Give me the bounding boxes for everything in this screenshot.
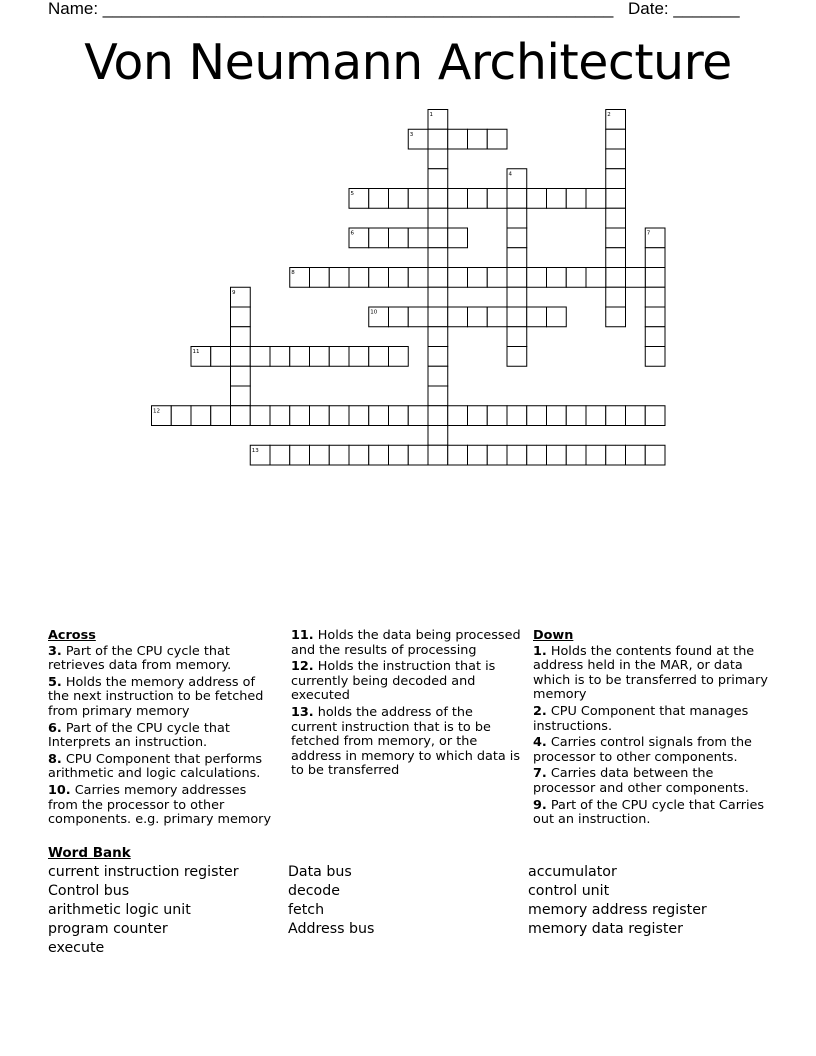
grid-cell[interactable] bbox=[507, 287, 527, 307]
clue-item: 1. Holds the contents found at the address held in the MAR, or data which is to be transferred to primary memory bbox=[533, 643, 768, 703]
grid-cell[interactable] bbox=[606, 189, 626, 209]
grid-cell[interactable] bbox=[606, 248, 626, 268]
grid-cell[interactable] bbox=[626, 445, 646, 465]
grid-cell[interactable] bbox=[547, 307, 567, 327]
grid-cell[interactable] bbox=[310, 268, 330, 288]
clue-number: 1 bbox=[429, 112, 433, 118]
grid-cell[interactable] bbox=[566, 406, 586, 426]
word-bank-item: arithmetic logic unit bbox=[48, 902, 191, 918]
grid-cell[interactable] bbox=[487, 189, 507, 209]
clue-item: 11. Holds the data being processed and the results of processing bbox=[291, 628, 521, 658]
clue-number: 9 bbox=[232, 289, 236, 296]
grid-cell[interactable] bbox=[468, 307, 488, 327]
grid-cell[interactable] bbox=[507, 327, 527, 347]
grid-cell[interactable] bbox=[586, 406, 606, 426]
grid-cell[interactable] bbox=[329, 445, 349, 465]
grid-cell[interactable] bbox=[645, 248, 665, 268]
clue-item: 3. Part of the CPU cycle that retrieves data from memory. bbox=[48, 643, 232, 674]
grid-cell[interactable] bbox=[606, 406, 626, 426]
grid-cell[interactable] bbox=[547, 445, 567, 465]
grid-cell[interactable] bbox=[645, 327, 665, 347]
grid-cell[interactable] bbox=[231, 366, 251, 386]
grid-cell[interactable] bbox=[468, 129, 488, 149]
clue-item: 7. Carries data between the processor and other components. bbox=[533, 766, 749, 796]
grid-cell[interactable] bbox=[606, 287, 626, 307]
grid-cell[interactable] bbox=[369, 406, 389, 426]
page-title: Von Neumann Architecture bbox=[84, 34, 732, 91]
word-bank-item: memory data register bbox=[528, 921, 683, 937]
grid-cell[interactable] bbox=[231, 347, 251, 367]
grid-cell[interactable] bbox=[606, 169, 626, 189]
grid-cell[interactable] bbox=[606, 129, 626, 149]
grid-cell[interactable] bbox=[547, 189, 567, 209]
grid-cell[interactable] bbox=[645, 268, 665, 288]
clues-column-1 bbox=[48, 629, 280, 830]
grid-cell[interactable] bbox=[329, 406, 349, 426]
grid-cell[interactable] bbox=[389, 406, 409, 426]
grid-cell[interactable] bbox=[369, 445, 389, 465]
grid-cell[interactable] bbox=[487, 268, 507, 288]
grid-cell[interactable] bbox=[448, 307, 468, 327]
grid-cell[interactable] bbox=[626, 406, 646, 426]
grid-cell[interactable] bbox=[310, 406, 330, 426]
clue-number: 10 bbox=[370, 309, 378, 316]
grid-cell[interactable] bbox=[428, 228, 448, 248]
grid-cell[interactable] bbox=[290, 445, 310, 465]
grid-cell[interactable] bbox=[507, 228, 527, 248]
grid-cell[interactable] bbox=[547, 406, 567, 426]
grid-cell[interactable] bbox=[408, 406, 428, 426]
grid-cell[interactable] bbox=[428, 327, 448, 347]
word-bank-item: control unit bbox=[528, 883, 610, 899]
grid-cell[interactable] bbox=[231, 327, 251, 347]
clue-number: 6 bbox=[350, 230, 354, 237]
grid-cell[interactable] bbox=[329, 268, 349, 288]
grid-cell[interactable] bbox=[507, 208, 527, 228]
grid-cell[interactable] bbox=[448, 189, 468, 209]
word-bank-item: fetch bbox=[288, 902, 325, 918]
grid-cell[interactable] bbox=[527, 445, 547, 465]
grid-cell[interactable] bbox=[566, 268, 586, 288]
grid-cell[interactable] bbox=[329, 347, 349, 367]
grid-cell[interactable] bbox=[428, 366, 448, 386]
grid-cell[interactable] bbox=[507, 406, 527, 426]
grid-cell[interactable] bbox=[527, 307, 547, 327]
clue-item: 12. Holds the instruction that is currently being decoded and executed bbox=[291, 659, 496, 704]
grid-cell[interactable] bbox=[389, 189, 409, 209]
grid-cell[interactable] bbox=[408, 268, 428, 288]
grid-cell[interactable] bbox=[468, 189, 488, 209]
grid-cell[interactable] bbox=[428, 208, 448, 228]
grid-cell[interactable] bbox=[211, 347, 231, 367]
grid-cell[interactable] bbox=[428, 307, 448, 327]
word-bank-item: Control bus bbox=[48, 883, 130, 899]
clue-item: 13. holds the address of the current instruction that is to be fetched from memory, or the address in memory to which data is to be transferred bbox=[291, 704, 520, 779]
grid-cell[interactable] bbox=[626, 268, 646, 288]
clue-item: 4. Carries control signals from the processor to other components. bbox=[533, 735, 752, 765]
grid-cell[interactable] bbox=[487, 307, 507, 327]
grid-cell[interactable] bbox=[606, 228, 626, 248]
word-bank-column-3 bbox=[528, 863, 707, 939]
grid-cell[interactable] bbox=[428, 445, 448, 465]
grid-cell[interactable] bbox=[606, 268, 626, 288]
word-bank-item: accumulator bbox=[528, 864, 617, 880]
clue-item: 6. Part of the CPU cycle that Interprets an instruction. bbox=[48, 720, 230, 751]
grid-cell[interactable] bbox=[645, 445, 665, 465]
clue-item: 5. Holds the memory address of the next instruction to be fetched from primary memory bbox=[48, 674, 264, 719]
grid-cell[interactable] bbox=[369, 347, 389, 367]
grid-cell[interactable] bbox=[645, 406, 665, 426]
grid-cell[interactable] bbox=[408, 228, 428, 248]
grid-cell[interactable] bbox=[566, 445, 586, 465]
grid-cell[interactable] bbox=[507, 268, 527, 288]
grid-cell[interactable] bbox=[389, 307, 409, 327]
grid-cell[interactable] bbox=[270, 406, 290, 426]
grid-cell[interactable] bbox=[527, 189, 547, 209]
grid-cell[interactable] bbox=[586, 189, 606, 209]
grid-cell[interactable] bbox=[428, 287, 448, 307]
grid-cell[interactable] bbox=[468, 406, 488, 426]
grid-cell[interactable] bbox=[507, 248, 527, 268]
grid-cell[interactable] bbox=[290, 347, 310, 367]
grid-cell[interactable] bbox=[428, 129, 448, 149]
grid-cell[interactable] bbox=[349, 406, 369, 426]
grid-cell[interactable] bbox=[408, 445, 428, 465]
grid-cell[interactable] bbox=[290, 406, 310, 426]
across-heading: Across bbox=[48, 628, 96, 643]
grid-cell[interactable] bbox=[428, 189, 448, 209]
grid-cell[interactable] bbox=[566, 189, 586, 209]
grid-cell[interactable] bbox=[171, 406, 191, 426]
grid-cell[interactable] bbox=[448, 406, 468, 426]
word-bank-column-1 bbox=[48, 863, 239, 958]
grid-cell[interactable] bbox=[606, 445, 626, 465]
grid-cell[interactable] bbox=[250, 347, 270, 367]
grid-cell[interactable] bbox=[349, 445, 369, 465]
grid-cell[interactable] bbox=[527, 406, 547, 426]
grid-cell[interactable] bbox=[487, 445, 507, 465]
date-field: Date: _______ bbox=[628, 0, 740, 18]
grid-cell[interactable] bbox=[270, 347, 290, 367]
clue-number: 4 bbox=[508, 171, 512, 178]
grid-cell[interactable] bbox=[428, 347, 448, 367]
grid-cell[interactable] bbox=[547, 268, 567, 288]
grid-cell[interactable] bbox=[211, 406, 231, 426]
grid-cell[interactable] bbox=[606, 208, 626, 228]
grid-cell[interactable] bbox=[389, 445, 409, 465]
grid-cell[interactable] bbox=[645, 287, 665, 307]
word-bank-item: execute bbox=[48, 940, 105, 956]
grid-cell[interactable] bbox=[586, 268, 606, 288]
grid-cell[interactable] bbox=[389, 347, 409, 367]
grid-cell[interactable] bbox=[310, 445, 330, 465]
grid-cell[interactable] bbox=[428, 426, 448, 446]
grid-cell[interactable] bbox=[270, 445, 290, 465]
grid-cell[interactable] bbox=[468, 445, 488, 465]
grid-cell[interactable] bbox=[369, 189, 389, 209]
clue-item: 2. CPU Component that manages instructions. bbox=[533, 703, 749, 734]
word-bank-item: current instruction register bbox=[48, 864, 239, 880]
grid-cell[interactable] bbox=[507, 189, 527, 209]
clue-number: 12 bbox=[153, 408, 160, 415]
grid-cell[interactable] bbox=[507, 307, 527, 327]
word-bank-item: Address bus bbox=[288, 921, 375, 937]
clue-number: 13 bbox=[251, 447, 259, 454]
grid-cell[interactable] bbox=[408, 189, 428, 209]
grid-cell[interactable] bbox=[428, 406, 448, 426]
name-field: Name: ______________________________________________________ bbox=[48, 0, 614, 18]
clue-number: 3 bbox=[409, 131, 414, 138]
grid-cell[interactable] bbox=[428, 149, 448, 169]
word-bank-column-2 bbox=[288, 863, 374, 939]
grid-cell[interactable] bbox=[231, 307, 251, 327]
grid-cell[interactable] bbox=[487, 406, 507, 426]
grid-cell[interactable] bbox=[428, 268, 448, 288]
grid-cell[interactable] bbox=[231, 386, 251, 406]
clue-item: 8. CPU Component that performs arithmetic and logic calculations. bbox=[48, 751, 263, 782]
clue-item: 9. Part of the CPU cycle that Carries out an instruction. bbox=[533, 797, 765, 828]
grid-cell[interactable] bbox=[468, 268, 488, 288]
grid-cell[interactable] bbox=[645, 307, 665, 327]
word-bank-item: Data bus bbox=[288, 864, 352, 880]
grid-cell[interactable] bbox=[191, 406, 211, 426]
grid-cell[interactable] bbox=[645, 347, 665, 367]
clue-item: 10. Carries memory addresses from the processor to other components. e.g. primary memory bbox=[48, 782, 272, 828]
grid-cell[interactable] bbox=[586, 445, 606, 465]
grid-cell[interactable] bbox=[448, 445, 468, 465]
grid-cell[interactable] bbox=[448, 268, 468, 288]
grid-cell[interactable] bbox=[428, 386, 448, 406]
word-bank-item: memory address register bbox=[528, 902, 707, 918]
grid-cell[interactable] bbox=[389, 268, 409, 288]
clue-number: 5 bbox=[350, 191, 354, 197]
grid-cell[interactable] bbox=[606, 149, 626, 169]
grid-cell[interactable] bbox=[310, 347, 330, 367]
word-bank-heading: Word Bank bbox=[48, 845, 131, 861]
grid-cell[interactable] bbox=[389, 228, 409, 248]
grid-cell[interactable] bbox=[428, 248, 448, 268]
grid-cell[interactable] bbox=[349, 347, 369, 367]
crossword-grid bbox=[0, 0, 816, 480]
grid-cell[interactable] bbox=[408, 307, 428, 327]
grid-cell[interactable] bbox=[369, 228, 389, 248]
word-bank-item: decode bbox=[288, 883, 340, 899]
clue-number: 8 bbox=[291, 270, 295, 276]
grid-cell[interactable] bbox=[349, 268, 369, 288]
grid-cell[interactable] bbox=[507, 445, 527, 465]
clue-number: 7 bbox=[646, 230, 651, 237]
grid-cell[interactable] bbox=[448, 129, 468, 149]
clue-number: 11 bbox=[192, 349, 200, 355]
grid-cell[interactable] bbox=[231, 406, 251, 426]
grid-cell[interactable] bbox=[507, 347, 527, 367]
grid-cell[interactable] bbox=[448, 228, 468, 248]
grid-cell[interactable] bbox=[606, 307, 626, 327]
grid-cell[interactable] bbox=[250, 406, 270, 426]
grid-cell[interactable] bbox=[527, 268, 547, 288]
word-bank-item: program counter bbox=[48, 921, 168, 937]
clues-column-2 bbox=[291, 629, 523, 781]
grid-cell[interactable] bbox=[428, 169, 448, 189]
grid-cell[interactable] bbox=[369, 268, 389, 288]
down-heading: Down bbox=[533, 628, 574, 643]
clues-column-3 bbox=[533, 629, 773, 830]
clue-number: 2 bbox=[607, 112, 611, 118]
grid-cell[interactable] bbox=[487, 129, 507, 149]
